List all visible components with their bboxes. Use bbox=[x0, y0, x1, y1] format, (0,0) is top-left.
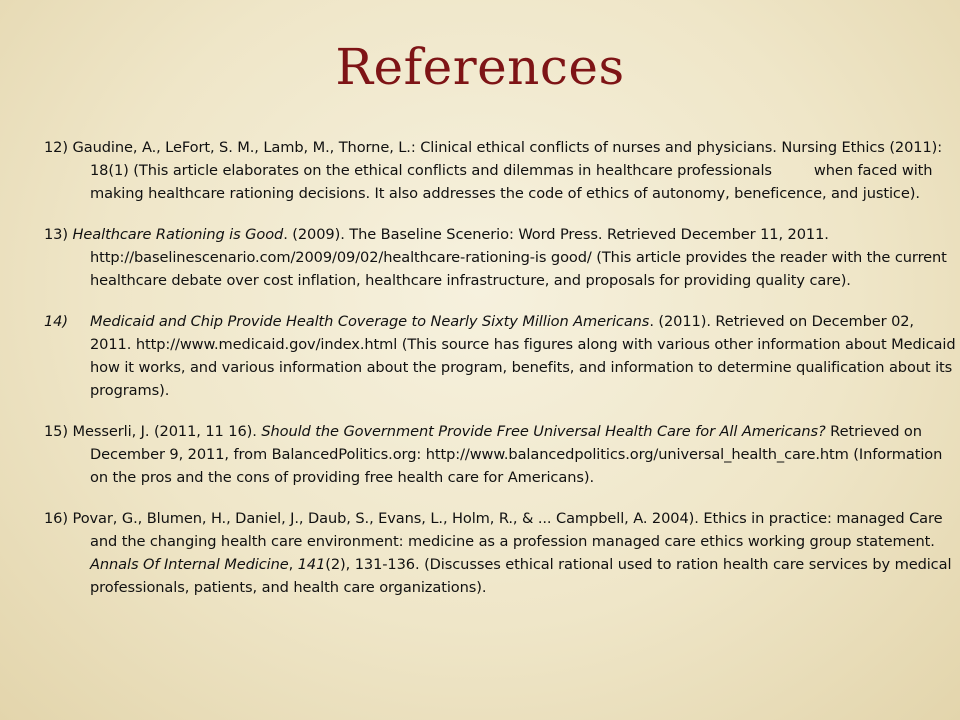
reference-text: . (2009). The Baseline Scenerio: Word Press. Retrieved December 11, 2011. http://baselinescenario.com/2009/09/02/healthcare-rationing-is good/ (This article provides the reader with the current healthcare debate over cost inflation, healthcare infrastructure, and proposals for providing quality care). bbox=[90, 226, 947, 289]
reference-number: 13) bbox=[44, 226, 68, 243]
reference-volume: 141 bbox=[297, 556, 326, 573]
reference-title: Medicaid and Chip Provide Health Coverage to Nearly Sixty Million Americans bbox=[90, 313, 650, 330]
reference-text: Messerli, J. (2011, 11 16). bbox=[72, 423, 262, 440]
reference-title: Healthcare Rationing is Good bbox=[72, 226, 284, 243]
reference-text: Retrieved on December 9, 2011, from BalancedPolitics.org: http://www.balancedpolitics.org/universal_health_care.htm (Information on the pros and the cons of providing free health care for Americans). bbox=[90, 423, 943, 486]
reference-item-15 bbox=[44, 420, 956, 489]
reference-number: 16) bbox=[44, 510, 68, 527]
reference-number: 15) bbox=[44, 423, 68, 440]
page-title: References bbox=[335, 38, 625, 96]
reference-text: (2), 131-136. (Discusses ethical rational used to ration health care services by medical professionals, patients, and health care organizations). bbox=[90, 556, 952, 596]
reference-text: when faced with making healthcare rationing decisions. It also addresses the code of ethics of autonomy, beneficence, and justice). bbox=[90, 162, 933, 202]
reference-number: 12) bbox=[44, 139, 68, 156]
reference-journal: Annals Of Internal Medicine bbox=[90, 556, 289, 573]
reference-item-16 bbox=[44, 507, 956, 599]
reference-list bbox=[44, 136, 956, 617]
reference-number: 14) bbox=[44, 313, 68, 330]
reference-item-13 bbox=[44, 223, 956, 292]
reference-item-14 bbox=[44, 310, 956, 402]
reference-item-12 bbox=[44, 136, 956, 205]
reference-text: . (2011). Retrieved on December 02, 2011. http://www.medicaid.gov/index.html (This source has figures along with various other information about Medicaid how it works, and various information about the program, benefits, and information to determine qualification about its programs). bbox=[90, 313, 956, 399]
reference-text: Povar, G., Blumen, H., Daniel, J., Daub, S., Evans, L., Holm, R., & ... Campbell, A. 2004). Ethics in practice: managed Care and the changing health care environment: medicine as a profession managed care ethics working group statement. bbox=[72, 510, 943, 550]
reference-text: , bbox=[288, 556, 298, 573]
reference-text: Gaudine, A., LeFort, S. M., Lamb, M., Thorne, L.: Clinical ethical conflicts of nurses and physicians. Nursing Ethics (2011): 18(1) (This article elaborates on the ethical conflicts and dilemmas in healthcare professionals bbox=[72, 139, 943, 179]
reference-title: Should the Government Provide Free Universal Health Care for All Americans? bbox=[261, 423, 826, 440]
